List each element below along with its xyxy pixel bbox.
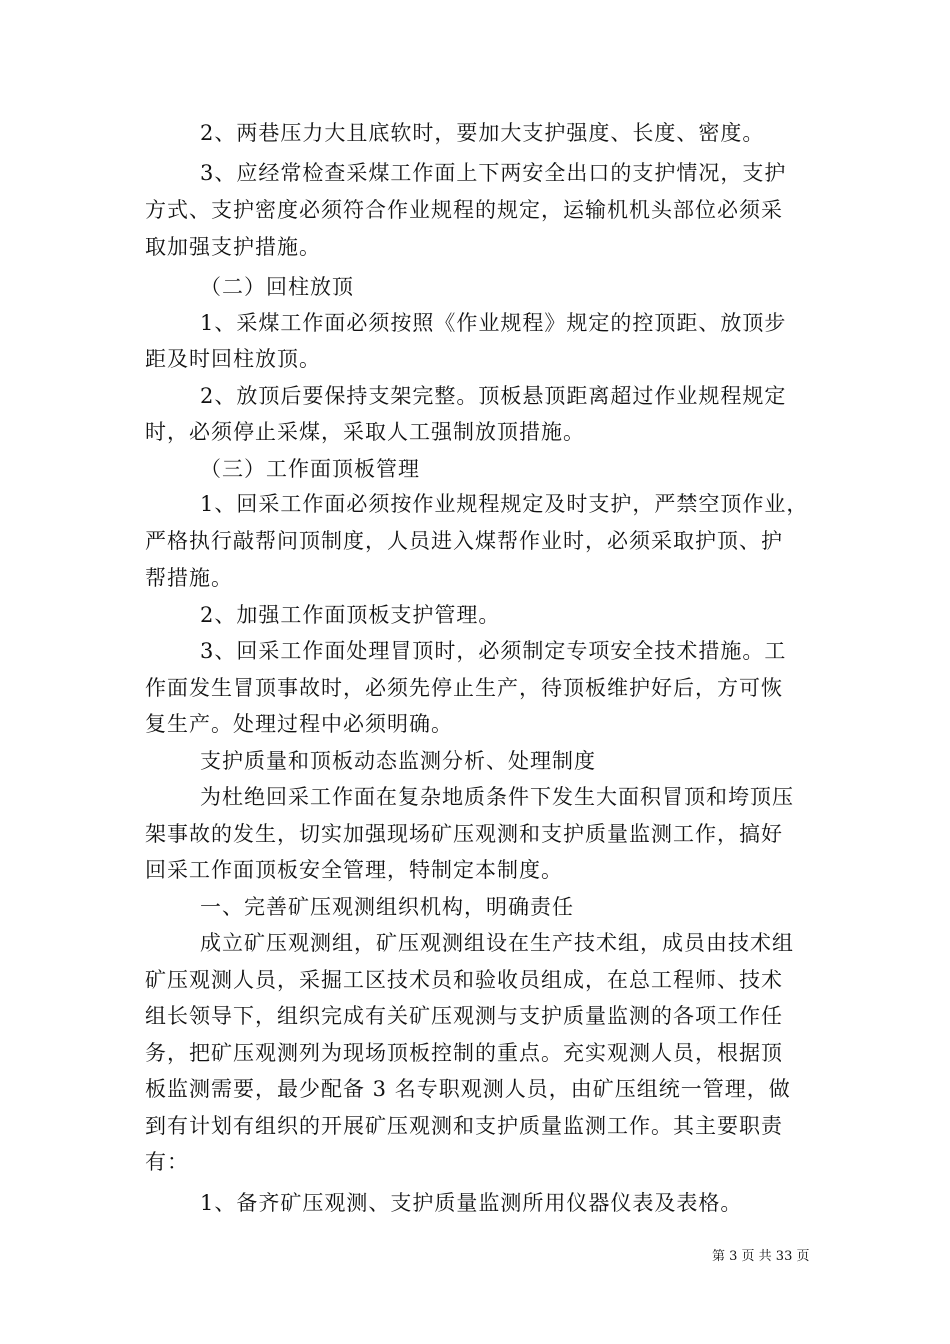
section-heading: 一、完善矿压观测组织机构，明确责任 [200, 895, 574, 919]
text-line: 1、备齐矿压观测、支护质量监测所用仪器仪表及表格。 [200, 1191, 743, 1215]
text-line: 板监测需要，最少配备 3 名专职观测人员，由矿压组统一管理，做 [145, 1077, 791, 1101]
text-line: 到有计划有组织的开展矿压观测和支护质量监测工作。其主要职责 [145, 1114, 783, 1138]
text-line: 作面发生冒顶事故时，必须先停止生产，待顶板维护好后，方可恢 [145, 676, 783, 700]
text-line: 务，把矿压观测列为现场顶板控制的重点。充实观测人员，根据顶 [145, 1041, 783, 1065]
text-line: 矿压观测人员，采掘工区技术员和验收员组成，在总工程师、技术 [145, 968, 783, 992]
page-number: 第 3 页 共 33 页 [712, 1249, 810, 1264]
text-line: 有： [145, 1150, 189, 1174]
text-line: 方式、支护密度必须符合作业规程的规定，运输机机头部位必须采 [145, 198, 783, 222]
text-line: 1、采煤工作面必须按照《作业规程》规定的控顶距、放顶步 [200, 311, 787, 335]
text-line: 3、回采工作面处理冒顶时，必须制定专项安全技术措施。工 [200, 639, 787, 663]
text-line: 3、应经常检查采煤工作面上下两安全出口的支护情况，支护 [200, 161, 787, 185]
text-line: 帮措施。 [145, 566, 233, 590]
section-heading: （三）工作面顶板管理 [200, 457, 420, 481]
text-line: 2、加强工作面顶板支护管理。 [200, 603, 501, 627]
text-line: 2、两巷压力大且底软时，要加大支护强度、长度、密度。 [200, 121, 765, 145]
text-line: 成立矿压观测组，矿压观测组设在生产技术组，成员由技术组 [200, 931, 794, 955]
text-line: 组长领导下，组织完成有关矿压观测与支护质量监测的各项工作任 [145, 1004, 783, 1028]
text-line: 严格执行敲帮问顶制度，人员进入煤帮作业时，必须采取护顶、护 [145, 529, 783, 553]
text-line: 复生产。处理过程中必须明确。 [145, 712, 453, 736]
text-line: 时，必须停止采煤，采取人工强制放顶措施。 [145, 420, 585, 444]
text-line: 2、放顶后要保持支架完整。顶板悬顶距离超过作业规程规定 [200, 384, 787, 408]
section-heading: （二）回柱放顶 [200, 275, 354, 299]
text-line: 架事故的发生，切实加强现场矿压观测和支护质量监测工作，搞好 [145, 822, 783, 846]
text-line: 为杜绝回采工作面在复杂地质条件下发生大面积冒顶和垮顶压 [200, 785, 794, 809]
text-line: 回采工作面顶板安全管理，特制定本制度。 [145, 858, 563, 882]
text-line: 取加强支护措施。 [145, 235, 321, 259]
text-line: 1、回采工作面必须按作业规程规定及时支护，严禁空顶作业， [200, 492, 809, 516]
section-heading: 支护质量和顶板动态监测分析、处理制度 [200, 749, 596, 773]
text-line: 距及时回柱放顶。 [145, 347, 321, 371]
